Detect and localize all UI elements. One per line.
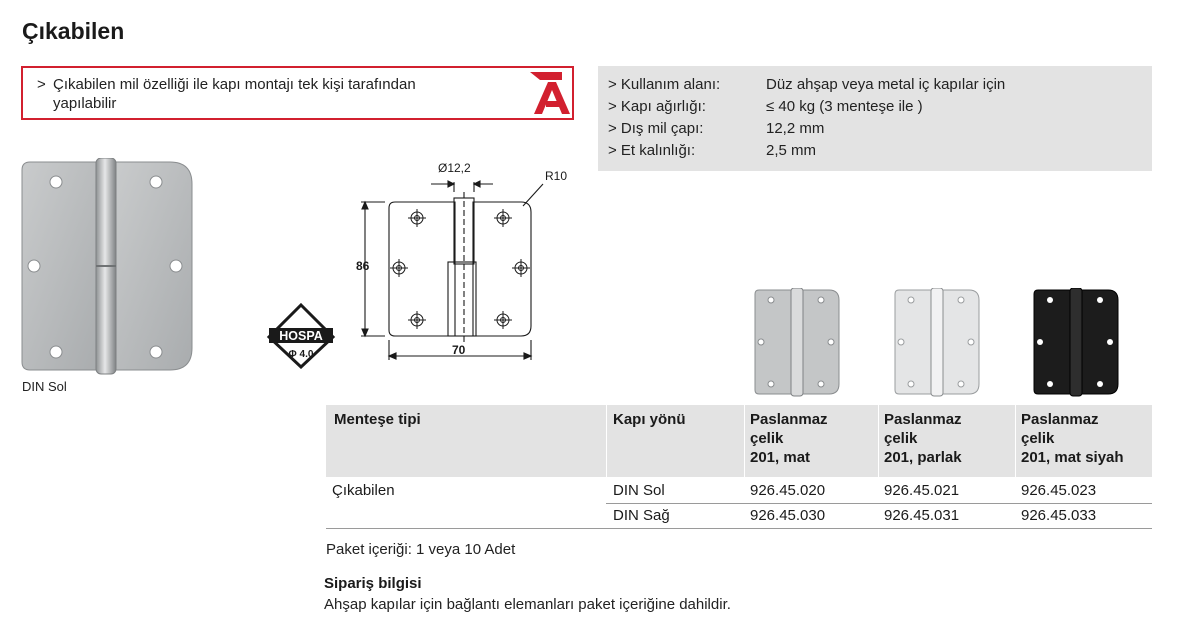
table-cell-article: 926.45.020 [750, 482, 826, 499]
spec-value: ≤ 40 kg (3 menteşe ile ) [766, 98, 923, 115]
table-bottom-rule [326, 528, 1152, 529]
feature-line-1: Çıkabilen mil özelliği ile kapı montajı tek kişi tarafından [53, 76, 416, 93]
brand-logo-icon [526, 68, 572, 118]
dim-radius: R10 [545, 169, 568, 183]
hospa-name: HOSPA [279, 329, 323, 343]
hospa-sub: Φ 4.0 [288, 349, 314, 360]
table-cell-article: 926.45.033 [1021, 507, 1097, 524]
feature-box [21, 66, 574, 120]
th-finish-mat: Paslanmaz çelik 201, mat [750, 411, 828, 466]
package-note: Paket içeriği: 1 veya 10 Adet [326, 541, 516, 558]
table-cell-article: 926.45.030 [750, 507, 826, 524]
spec-label: > Et kalınlığı: [608, 142, 696, 159]
feature-bullet: > [37, 76, 46, 93]
table-cell-direction: DIN Sağ [613, 507, 670, 524]
table-cell-article: 926.45.031 [884, 507, 960, 524]
th-hinge-type: Menteşe tipi [334, 411, 421, 428]
spec-panel [598, 66, 1152, 171]
column-divider [878, 405, 879, 477]
column-divider [606, 405, 607, 477]
feature-line-2: yapılabilir [53, 95, 117, 112]
dim-width: 70 [452, 343, 466, 357]
hinge-photo [20, 158, 195, 378]
table-cell-type: Çıkabilen [332, 482, 395, 499]
table-cell-direction: DIN Sol [613, 482, 665, 499]
spec-label: > Kullanım alanı: [608, 76, 721, 93]
hinge-photo-black [1032, 288, 1120, 398]
page-title: Çıkabilen [22, 18, 125, 44]
th-door-direction: Kapı yönü [613, 411, 686, 428]
spec-label: > Dış mil çapı: [608, 120, 704, 137]
spec-value: 12,2 mm [766, 120, 825, 137]
column-divider [1015, 405, 1016, 477]
th-finish-black: Paslanmaz çelik 201, mat siyah [1021, 411, 1124, 466]
column-divider [744, 405, 745, 477]
th-finish-glossy: Paslanmaz çelik 201, parlak [884, 411, 962, 466]
table-cell-article: 926.45.021 [884, 482, 960, 499]
photo-caption: DIN Sol [22, 379, 67, 394]
hospa-logo-icon [266, 303, 336, 369]
technical-drawing [355, 158, 595, 368]
order-info-text: Ahşap kapılar için bağlantı elemanları paket içeriğine dahildir. [324, 596, 731, 613]
hinge-photo-mat [753, 288, 841, 398]
spec-value: 2,5 mm [766, 142, 817, 159]
spec-value: Düz ahşap veya metal iç kapılar için [766, 76, 1006, 93]
feature-text [37, 75, 517, 113]
dim-height: 86 [356, 259, 370, 273]
row-divider [606, 503, 1152, 504]
dim-diameter: Ø12,2 [438, 161, 471, 175]
order-info-title: Sipariş bilgisi [324, 575, 422, 592]
table-cell-article: 926.45.023 [1021, 482, 1097, 499]
hinge-photo-glossy [893, 288, 981, 398]
spec-label: > Kapı ağırlığı: [608, 98, 706, 115]
